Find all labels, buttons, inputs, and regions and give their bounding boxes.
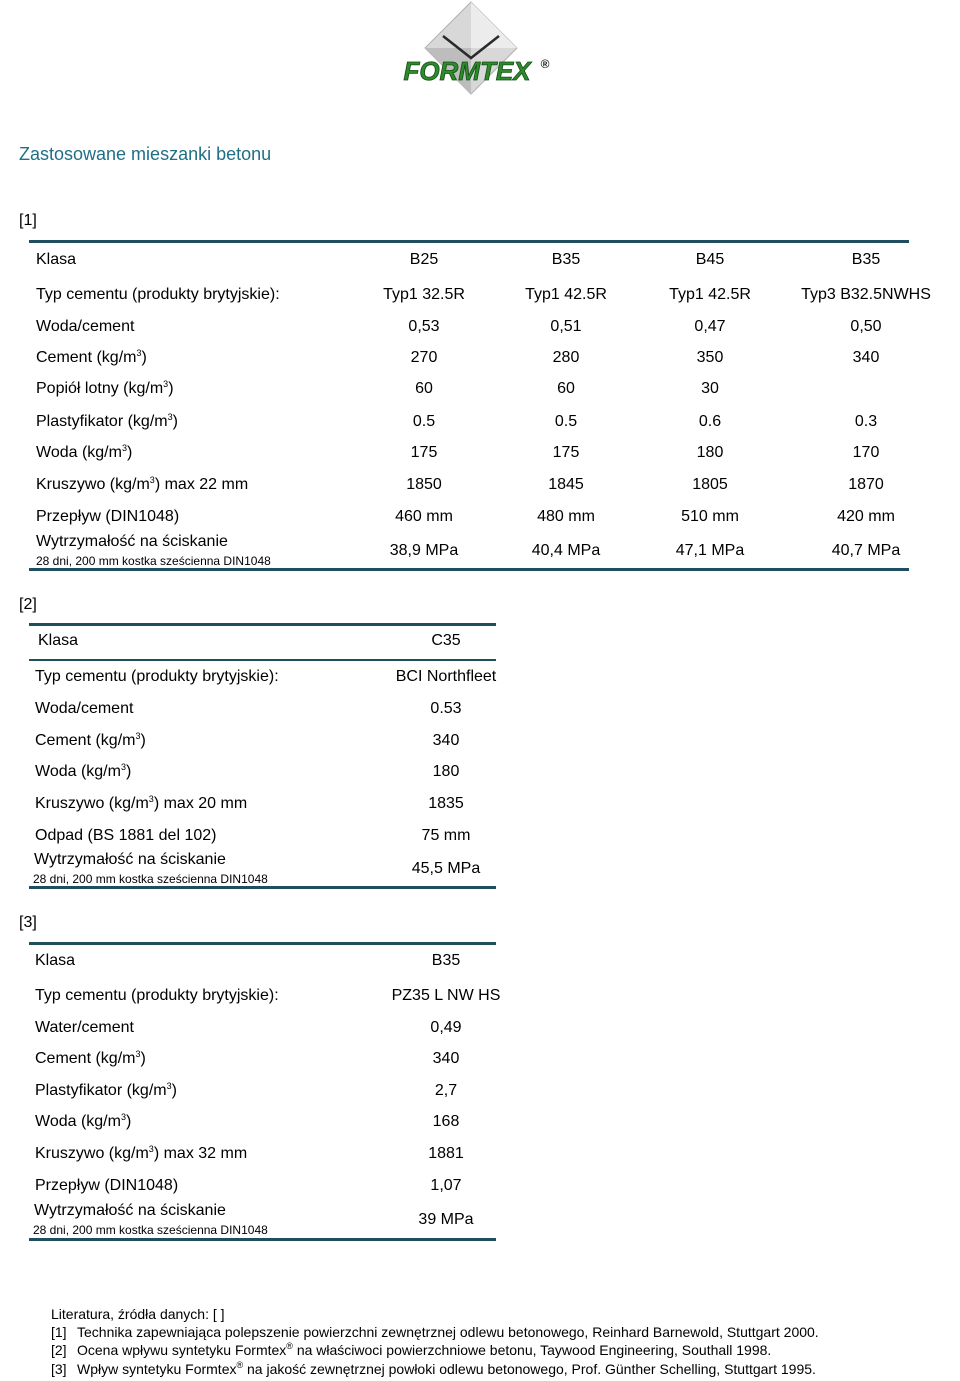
- row-label-text: Wytrzymałość na ściskanie: [36, 533, 228, 550]
- table3-header-row: [36, 952, 496, 982]
- row-label-text: Water/cement: [35, 1019, 134, 1036]
- table-cell: 0,53: [408, 318, 440, 335]
- table-row: [35, 1082, 495, 1112]
- row-label-suffix: ): [172, 413, 178, 430]
- superscript-3: 3: [148, 1144, 154, 1154]
- table-cell: 75 mm: [421, 827, 471, 844]
- table1-top-rule: [29, 240, 909, 243]
- literature-item-text: Technika zapewniająca polepszenie powierzchni zewnętrznej odlewu betonowego, Reinhard Barnewold, Stuttgart 2000.: [77, 1324, 819, 1340]
- row-label-text: Popiół lotny (kg/m: [36, 380, 164, 397]
- table-row: [36, 444, 906, 474]
- table-cell: 510 mm: [681, 508, 739, 525]
- row-label: [35, 987, 279, 1005]
- row-label-text: Typ cementu (produkty brytyjskie):: [35, 668, 279, 685]
- row-label: [35, 1177, 178, 1195]
- registered-mark: ®: [286, 1341, 293, 1351]
- row-label: [36, 380, 174, 398]
- table-cell: 38,9 MPa: [389, 542, 459, 559]
- row-label-text: Wytrzymałość na ściskanie: [34, 1202, 226, 1219]
- table-cell: 2,7: [434, 1082, 458, 1099]
- row-label-text: Cement (kg/m: [36, 349, 137, 366]
- table2-ref: [2]: [19, 596, 37, 613]
- row-label-suffix: ) max 32 mm: [153, 1145, 248, 1162]
- row-label-suffix: ): [126, 444, 133, 461]
- table-row: [35, 700, 495, 730]
- table-row: [33, 1202, 494, 1241]
- formtex-logo: [395, 0, 555, 112]
- row-label: [35, 1019, 134, 1037]
- table-cell: 460 mm: [395, 508, 453, 525]
- literature-item: [51, 1342, 771, 1358]
- row-label-suffix: ) max 22 mm: [154, 476, 249, 493]
- row-label-text: Przepływ (DIN1048): [35, 1177, 179, 1194]
- row-label-text: Cement (kg/m: [35, 1050, 136, 1067]
- table-cell: 1,07: [430, 1177, 462, 1194]
- table-row: [35, 1113, 495, 1143]
- table-cell: 340: [432, 1050, 460, 1067]
- table-cell: 47,1 MPa: [675, 542, 745, 559]
- row-label-text: Typ cementu (produkty brytyjskie):: [35, 987, 279, 1004]
- table-cell: 280: [552, 349, 580, 366]
- superscript-3: 3: [135, 731, 141, 741]
- superscript-3: 3: [121, 443, 127, 453]
- literature-item-text: Ocena wpływu syntetyku Formtex: [77, 1342, 287, 1358]
- table-cell: 180: [696, 444, 724, 461]
- table-row: [35, 1050, 495, 1080]
- table-row: [36, 380, 906, 410]
- header-class: B25: [409, 251, 439, 268]
- page-title: Zastosowane mieszanki betonu: [19, 144, 272, 164]
- literature-item-text: na jakość zewnętrznej powłoki odlewu betonowego, Prof. Günther Schelling, Stuttgart 1995.: [243, 1361, 816, 1377]
- table-cell: 420 mm: [837, 508, 895, 525]
- table-cell: Typ1 42.5R: [525, 286, 607, 303]
- row-label-suffix: ): [141, 349, 147, 366]
- table-cell: 170: [852, 444, 880, 461]
- table-cell: 480 mm: [537, 508, 595, 525]
- row-label: [35, 732, 146, 750]
- table-cell: 0.3: [854, 413, 878, 430]
- row-label-suffix: ): [140, 1050, 146, 1067]
- table-row: [35, 1145, 495, 1175]
- row-label-text: Odpad (BS 1881 del 102): [35, 827, 217, 844]
- row-label-note: 28 dni, 200 mm kostka sześcienna DIN1048: [33, 1223, 268, 1237]
- table3-top-rule: [29, 942, 496, 945]
- logo-registered: ®: [540, 57, 550, 71]
- table-cell: 0.5: [554, 413, 578, 430]
- row-label-text: Woda/cement: [35, 700, 134, 717]
- header-label: Klasa: [36, 251, 77, 268]
- row-label-note: 28 dni, 200 mm kostka sześcienna DIN1048: [33, 872, 268, 886]
- table-cell: PZ35 L NW HS: [391, 987, 501, 1004]
- table-cell: 30: [701, 380, 719, 397]
- superscript-3: 3: [166, 1081, 172, 1091]
- row-label-text: Kruszywo (kg/m: [35, 1145, 149, 1162]
- row-label-text: Woda (kg/m: [35, 1113, 121, 1130]
- row-label: [36, 413, 178, 431]
- table3-bottom-rule: [29, 1238, 496, 1241]
- table-cell: 1845: [548, 476, 584, 493]
- row-label-note: 28 dni, 200 mm kostka sześcienna DIN1048: [36, 554, 271, 568]
- row-label-text: Woda (kg/m: [35, 763, 121, 780]
- row-label-text: Woda/cement: [36, 318, 135, 335]
- header-label: Klasa: [38, 632, 79, 649]
- row-label: [35, 1113, 131, 1131]
- header-class: B35: [551, 251, 581, 268]
- table-cell: 0.6: [698, 413, 722, 430]
- row-label-suffix: ): [125, 763, 132, 780]
- superscript-3: 3: [163, 379, 169, 389]
- row-label-text: Plastyfikator (kg/m: [35, 1082, 167, 1099]
- table-cell: 1870: [848, 476, 884, 493]
- row-label: [36, 476, 248, 494]
- table3-ref: [3]: [19, 914, 37, 931]
- header-class: B35: [851, 251, 881, 268]
- row-label-text: Plastyfikator (kg/m: [36, 413, 168, 430]
- table-row: [35, 732, 495, 762]
- table-row: [35, 668, 495, 698]
- row-label-text: Cement (kg/m: [35, 732, 136, 749]
- table-cell: Typ1 42.5R: [669, 286, 751, 303]
- row-label: [35, 1145, 247, 1163]
- table-cell: 1850: [406, 476, 442, 493]
- table-cell: 1835: [428, 795, 464, 812]
- table2-header-row: [36, 632, 496, 662]
- superscript-3: 3: [120, 762, 126, 772]
- row-label: [35, 795, 247, 813]
- table-cell: 340: [852, 349, 880, 366]
- table-row: [36, 476, 906, 506]
- table-cell: 0.53: [430, 700, 462, 717]
- logo-text: FORMTEX: [403, 56, 531, 86]
- table-cell: 0.5: [412, 413, 436, 430]
- row-label-suffix: ): [171, 1082, 177, 1099]
- table-row: [35, 987, 501, 1017]
- table-cell: BCI Northfleet: [395, 668, 497, 685]
- superscript-3: 3: [167, 412, 173, 422]
- row-label: [36, 318, 134, 336]
- row-label: [36, 444, 132, 462]
- literature-item: [51, 1361, 816, 1377]
- row-label-suffix: ): [168, 380, 174, 397]
- literature-item-text: na właściwoci powierzchniowe betonu, Taywood Engineering, Southall 1998.: [292, 1342, 772, 1358]
- table-row: [36, 413, 906, 443]
- table2-top-rule: [29, 623, 496, 626]
- table-row: [36, 286, 931, 316]
- row-label-text: Przepływ (DIN1048): [36, 508, 180, 525]
- header-class: B45: [695, 251, 725, 268]
- header-class: B35: [431, 952, 461, 969]
- table-cell: 0,51: [550, 318, 582, 335]
- row-label: [36, 508, 179, 526]
- table-cell: 0,50: [850, 318, 882, 335]
- row-label: [35, 668, 279, 686]
- row-label: [36, 286, 280, 304]
- literature-item-text: Wpływ syntetyku Formtex: [77, 1361, 237, 1377]
- table-cell: 175: [410, 444, 438, 461]
- table-cell: 350: [696, 349, 724, 366]
- row-label: [35, 1082, 177, 1100]
- row-label: [35, 700, 133, 718]
- literature-item-number: [2]: [51, 1342, 67, 1358]
- table-cell: 45,5 MPa: [411, 860, 481, 877]
- literature-item: [51, 1324, 819, 1340]
- row-label-text: Wytrzymałość na ściskanie: [34, 851, 226, 868]
- table-cell: 175: [552, 444, 580, 461]
- table-cell: 60: [415, 380, 433, 397]
- table-cell: 168: [432, 1113, 460, 1130]
- table-row: [35, 763, 495, 793]
- superscript-3: 3: [136, 348, 142, 358]
- table-row: [35, 795, 495, 825]
- table-cell: 1805: [692, 476, 728, 493]
- table1-bottom-rule: [29, 568, 909, 571]
- table-row: [36, 349, 906, 379]
- table-cell: 40,7 MPa: [831, 542, 901, 559]
- table-cell: 60: [557, 380, 575, 397]
- superscript-3: 3: [149, 475, 155, 485]
- row-label: [35, 763, 131, 781]
- row-label-suffix: ) max 20 mm: [153, 795, 248, 812]
- table-cell: 340: [432, 732, 460, 749]
- row-label-text: Kruszywo (kg/m: [35, 795, 149, 812]
- superscript-3: 3: [135, 1049, 141, 1059]
- row-label-text: Typ cementu (produkty brytyjskie):: [36, 286, 280, 303]
- table-cell: 39 MPa: [418, 1211, 474, 1228]
- table-cell: 0,49: [430, 1019, 462, 1036]
- row-label: [35, 827, 216, 845]
- table-row: [35, 1019, 495, 1049]
- superscript-3: 3: [120, 1112, 126, 1122]
- literature-heading: Literatura, źródła danych: [ ]: [51, 1306, 225, 1322]
- table-cell: 0,47: [694, 318, 726, 335]
- table2-bottom-rule: [29, 886, 496, 889]
- literature-item-number: [1]: [51, 1324, 67, 1340]
- superscript-3: 3: [148, 794, 154, 804]
- table-cell: 1881: [428, 1145, 464, 1162]
- header-class: C35: [431, 632, 461, 649]
- table-cell: Typ3 B32.5NWHS: [801, 286, 931, 303]
- row-label-text: Kruszywo (kg/m: [36, 476, 150, 493]
- row-label-text: Woda (kg/m: [36, 444, 122, 461]
- table-cell: 180: [432, 763, 460, 780]
- table1-header-row: [36, 251, 906, 281]
- table-cell: Typ1 32.5R: [383, 286, 465, 303]
- row-label: [36, 349, 147, 367]
- row-label: [35, 1050, 146, 1068]
- table-row: [36, 318, 906, 348]
- header-label: Klasa: [35, 952, 76, 969]
- registered-mark: ®: [236, 1360, 244, 1370]
- literature-item-number: [3]: [51, 1361, 67, 1377]
- table-cell: 40,4 MPa: [531, 542, 601, 559]
- row-label-suffix: ): [125, 1113, 132, 1130]
- table1-ref: [1]: [19, 212, 37, 229]
- table-cell: 270: [410, 349, 438, 366]
- row-label-suffix: ): [140, 732, 146, 749]
- formtex-logo-mark: [395, 0, 555, 112]
